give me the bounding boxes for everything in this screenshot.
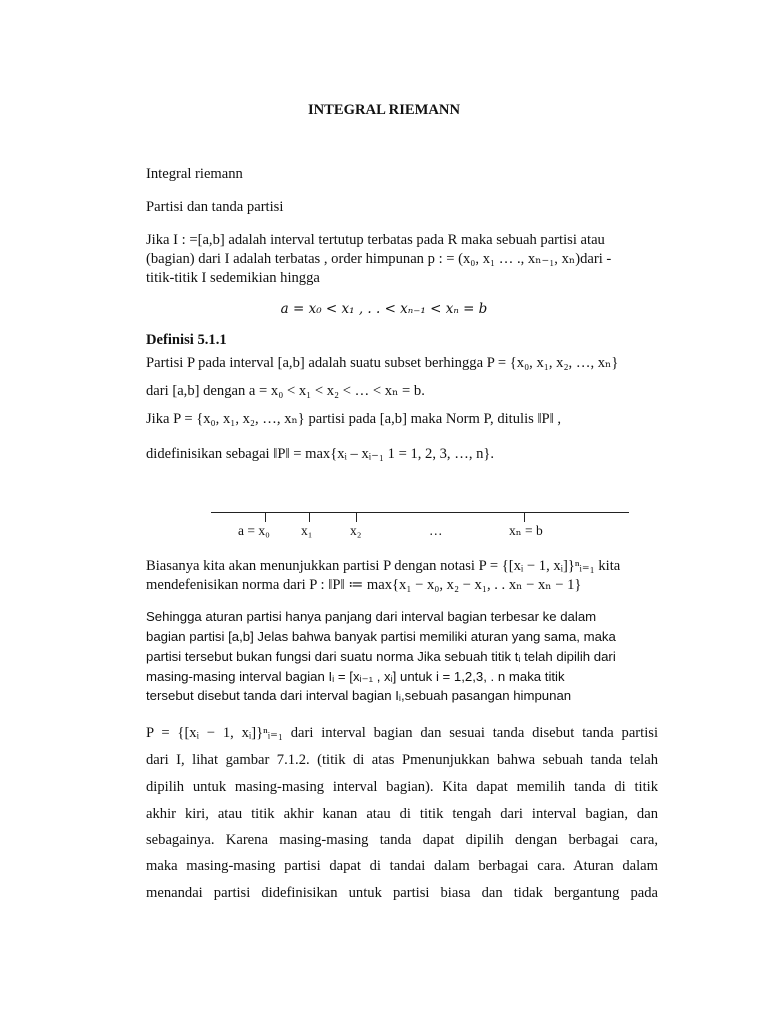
- sans-para-line-3: partisi tersebut bukan fungsi dari suatu norma Jika sebuah titik tᵢ telah dipilih dari: [146, 649, 616, 664]
- final-para-line-1: P = {[xᵢ − 1, xᵢ]}ⁿᵢ₌₁ dari interval bagian dan sesuai tanda disebut tanda partisi: [146, 725, 658, 741]
- axis-tick-xn: [524, 512, 525, 522]
- display-equation: a = x₀ < x₁ , . . < xₙ₋₁ < xₙ = b: [280, 301, 488, 317]
- sans-para-line-1: Sehingga aturan partisi hanya panjang dari interval bagian terbesar ke dalam: [146, 609, 597, 624]
- definition-line-2: dari [a,b] dengan a = x₀ < x₁ < x₂ < … < xₙ = b.: [146, 383, 425, 399]
- intro-line-3: titik-titik I sedemikian hingga: [146, 270, 320, 286]
- final-para-line-2: dari I, lihat gambar 7.1.2. (titik di atas Pmenunjukkan bahwa sebuah tanda telah: [146, 752, 658, 768]
- final-para-line-4: akhir kiri, atau titik akhir kanan atau di titik tengah dari interval bagian, dan: [146, 806, 658, 822]
- axis-label-ellipsis: …: [429, 523, 443, 538]
- axis-tick-x2: [356, 512, 357, 522]
- final-para-line-3: dipilih untuk masing-masing interval bagian). Kita dapat memilih tanda di titik: [146, 779, 658, 795]
- intro-line-1: Jika I : =[a,b] adalah interval tertutup terbatas pada R maka sebuah partisi atau: [146, 232, 605, 248]
- final-para-line-5: sebagainya. Karena masing-masing tanda dapat dipilih dengan berbagai cara,: [146, 832, 658, 848]
- sans-para-line-2: bagian partisi [a,b] Jelas bahwa banyak partisi memiliki aturan yang sama, maka: [146, 629, 616, 644]
- page-title: INTEGRAL RIEMANN: [307, 102, 461, 118]
- sans-para-line-5: tersebut disebut tanda dari interval bagian Iᵢ,sebuah pasangan himpunan: [146, 688, 572, 703]
- partition-axis-line: [211, 512, 629, 513]
- axis-label-x1: x₁: [301, 523, 313, 538]
- heading-integral-riemann: Integral riemann: [146, 166, 243, 182]
- definition-line-3: Jika P = {x₀, x₁, x₂, …, xₙ} partisi pada [a,b] maka Norm P, ditulis ‖P‖ ,: [146, 411, 562, 427]
- intro-line-2: (bagian) dari I adalah terbatas , order himpunan p : = (x₀, x₁ … ., xₙ₋₁, xₙ)dari -: [146, 251, 612, 267]
- norm-para-line-2: mendefenisikan norma dari P : ‖P‖ ≔ max{x₁ − x₀, x₂ − x₁, . . xₙ − xₙ − 1}: [146, 577, 582, 593]
- heading-partisi: Partisi dan tanda partisi: [146, 199, 284, 215]
- axis-tick-x0: [265, 512, 266, 522]
- final-para-line-7: menandai partisi didefinisikan untuk partisi biasa dan tidak bergantung pada: [146, 885, 658, 901]
- sans-para-line-4: masing-masing interval bagian Iᵢ = [xᵢ₋₁ , xᵢ] untuk i = 1,2,3, . n maka titik: [146, 669, 565, 684]
- axis-label-a-x0: a = x₀: [238, 523, 270, 538]
- axis-label-x2: x₂: [350, 523, 362, 538]
- definition-line-4: didefinisikan sebagai ‖P‖ = max{xᵢ – xᵢ₋₁ 1 = 1, 2, 3, …, n}.: [146, 446, 495, 462]
- definition-heading: Definisi 5.1.1: [146, 332, 227, 348]
- axis-tick-x1: [309, 512, 310, 522]
- definition-line-1: Partisi P pada interval [a,b] adalah suatu subset berhingga P = {x₀, x₁, x₂, …, xₙ}: [146, 355, 619, 371]
- axis-label-xn-b: xₙ = b: [509, 523, 543, 538]
- norm-para-line-1: Biasanya kita akan menunjukkan partisi P dengan notasi P = {[xᵢ − 1, xᵢ]}ⁿᵢ₌₁ kita: [146, 558, 621, 574]
- final-para-line-6: maka masing-masing partisi dapat di tandai dalam berbagai cara. Aturan dalam: [146, 858, 658, 874]
